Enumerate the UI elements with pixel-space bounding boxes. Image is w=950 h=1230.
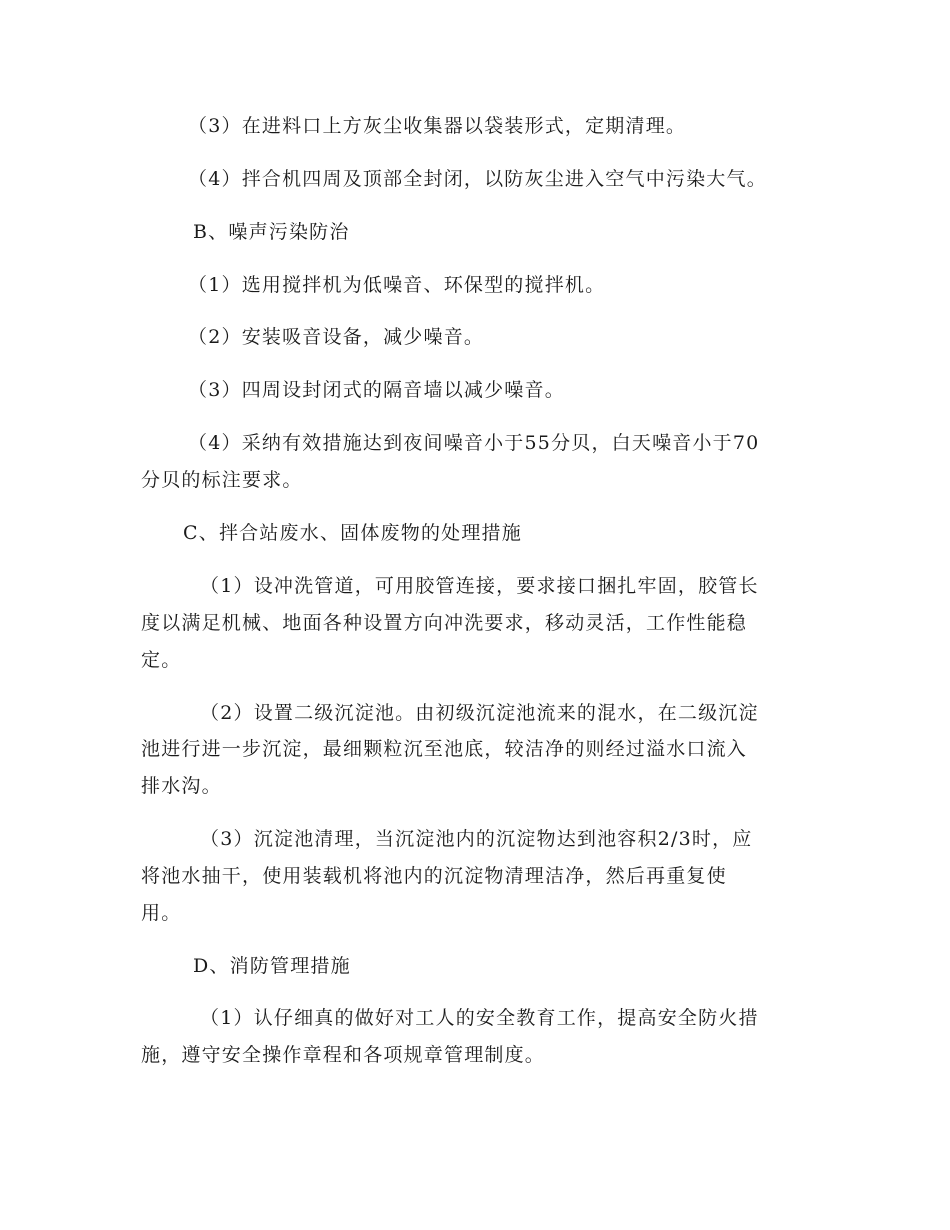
paragraph-line: 分贝的标注要求。 <box>141 469 303 491</box>
paragraph-line: （4）拌合机四周及顶部全封闭，以防灰尘进入空气中污染大气。 <box>188 168 767 190</box>
paragraph-line: 用。 <box>141 902 182 924</box>
paragraph-line: （1）认仔细真的做好对工人的安全教育工作，提高安全防火措 <box>200 1007 759 1029</box>
section-heading: C、拌合站废水、固体废物的处理措施 <box>183 522 522 544</box>
paragraph-line: 施，遵守安全操作章程和各项规章管理制度。 <box>141 1044 546 1066</box>
section-heading: B、噪声污染防治 <box>193 221 350 243</box>
paragraph-line: 定。 <box>141 649 182 671</box>
paragraph-line: （3）沉淀池清理，当沉淀池内的沉淀物达到池容积2/3时，应 <box>200 828 753 850</box>
paragraph-line: （2）安装吸音设备，减少噪音。 <box>188 326 485 348</box>
paragraph-line: 池进行进一步沉淀，最细颗粒沉至池底，较洁净的则经过溢水口流入 <box>141 738 748 760</box>
paragraph-line: （4）采纳有效措施达到夜间噪音小于55分贝，白天噪音小于70 <box>188 432 760 454</box>
paragraph-line: （3）四周设封闭式的隔音墙以减少噪音。 <box>188 379 565 401</box>
paragraph-line: 将池水抽干，使用装载机将池内的沉淀物清理洁净，然后再重复使 <box>141 865 727 887</box>
paragraph-line: （3）在进料口上方灰尘收集器以袋装形式，定期清理。 <box>188 115 687 137</box>
paragraph-line: （1）设冲洗管道，可用胶管连接，要求接口捆扎牢固，胶管长 <box>200 575 759 597</box>
paragraph-line: （1）选用搅拌机为低噪音、环保型的搅拌机。 <box>188 274 606 296</box>
paragraph-line: （2）设置二级沉淀池。由初级沉淀池流来的混水，在二级沉淀 <box>200 702 759 724</box>
paragraph-line: 排水沟。 <box>141 775 222 797</box>
paragraph-line: 度以满足机械、地面各种设置方向冲洗要求，移动灵活，工作性能稳 <box>141 612 748 634</box>
section-heading: D、消防管理措施 <box>193 955 351 977</box>
